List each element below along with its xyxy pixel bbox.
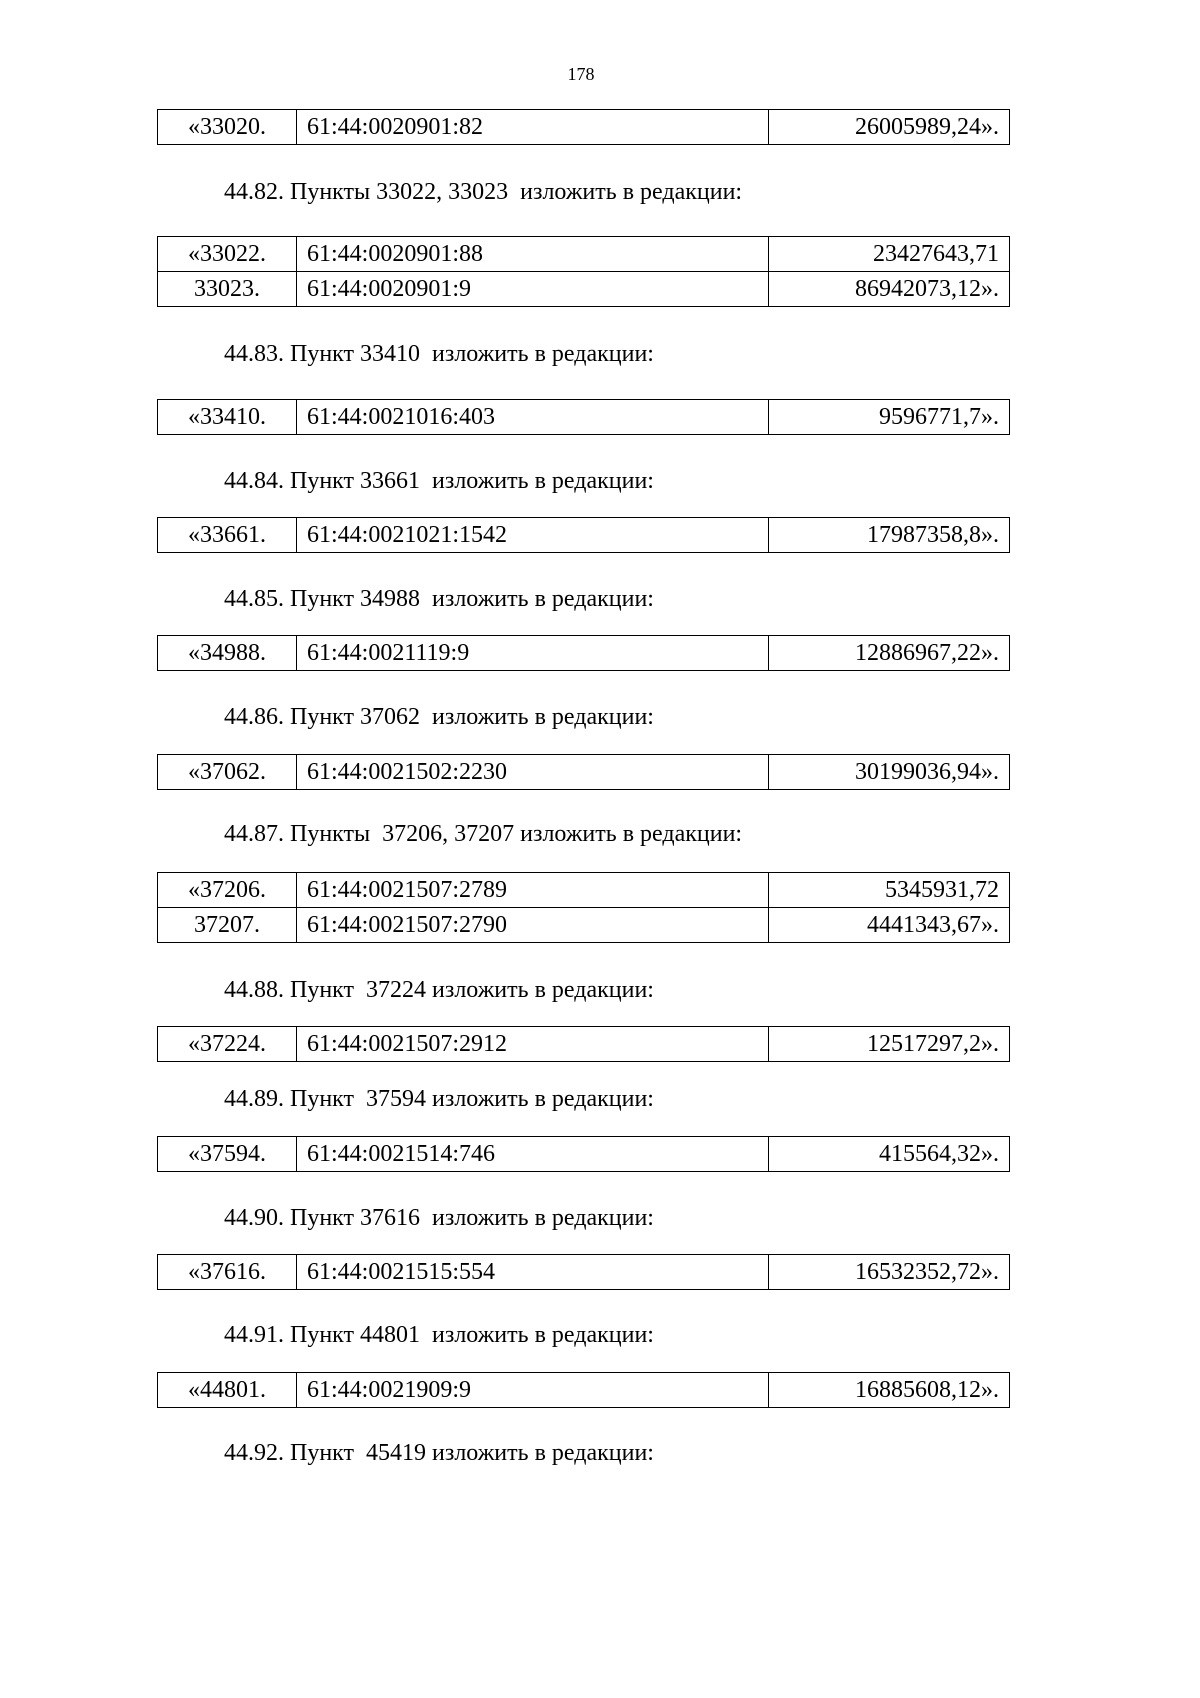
value-cell: 17987358,8». [769,518,1010,553]
table-row [158,110,1010,145]
amendment-paragraph: 44.92. Пункт 45419 изложить в редакции: [224,1440,654,1466]
table-row [158,1373,1010,1408]
value-cell: 16532352,72». [769,1255,1010,1290]
table-row [158,272,1010,307]
amendment-paragraph: 44.86. Пункт 37062 изложить в редакции: [224,704,654,730]
amendment-paragraph: 44.89. Пункт 37594 изложить в редакции: [224,1086,654,1112]
item-number-cell: 33023. [158,272,297,307]
item-number-cell: «33661. [158,518,297,553]
cadastral-number-cell: 61:44:0020901:88 [297,237,769,272]
table-row [158,400,1010,435]
item-number-cell: «37594. [158,1137,297,1172]
cadastral-table [157,754,1010,790]
amendment-paragraph: 44.85. Пункт 34988 изложить в редакции: [224,586,654,612]
cadastral-number-cell: 61:44:0021507:2790 [297,908,769,943]
cadastral-table [157,635,1010,671]
amendment-paragraph: 44.90. Пункт 37616 изложить в редакции: [224,1205,654,1231]
cadastral-table [157,109,1010,145]
item-number-cell: 37207. [158,908,297,943]
cadastral-number-cell: 61:44:0021016:403 [297,400,769,435]
table-row [158,1027,1010,1062]
value-cell: 86942073,12». [769,272,1010,307]
item-number-cell: «33022. [158,237,297,272]
cadastral-table [157,872,1010,943]
amendment-paragraph: 44.82. Пункты 33022, 33023 изложить в редакции: [224,179,743,205]
value-cell: 5345931,72 [769,873,1010,908]
item-number-cell: «33410. [158,400,297,435]
amendment-paragraph: 44.87. Пункты 37206, 37207 изложить в редакции: [224,821,743,847]
value-cell: 415564,32». [769,1137,1010,1172]
value-cell: 4441343,67». [769,908,1010,943]
cadastral-table [157,517,1010,553]
table-row [158,873,1010,908]
item-number-cell: «37206. [158,873,297,908]
cadastral-number-cell: 61:44:0021021:1542 [297,518,769,553]
cadastral-table [157,1372,1010,1408]
table-row [158,237,1010,272]
amendment-paragraph: 44.84. Пункт 33661 изложить в редакции: [224,468,654,494]
cadastral-number-cell: 61:44:0021507:2912 [297,1027,769,1062]
table-row [158,1137,1010,1172]
cadastral-table [157,236,1010,307]
value-cell: 26005989,24». [769,110,1010,145]
cadastral-table [157,1136,1010,1172]
item-number-cell: «44801. [158,1373,297,1408]
value-cell: 12886967,22». [769,636,1010,671]
item-number-cell: «37616. [158,1255,297,1290]
amendment-paragraph: 44.91. Пункт 44801 изложить в редакции: [224,1322,654,1348]
value-cell: 23427643,71 [769,237,1010,272]
amendment-paragraph: 44.88. Пункт 37224 изложить в редакции: [224,977,654,1003]
value-cell: 12517297,2». [769,1027,1010,1062]
cadastral-number-cell: 61:44:0020901:9 [297,272,769,307]
table-row [158,518,1010,553]
value-cell: 16885608,12». [769,1373,1010,1408]
table-row [158,908,1010,943]
table-row [158,1255,1010,1290]
cadastral-number-cell: 61:44:0021502:2230 [297,755,769,790]
table-row [158,636,1010,671]
amendment-paragraph: 44.83. Пункт 33410 изложить в редакции: [224,341,654,367]
item-number-cell: «37224. [158,1027,297,1062]
cadastral-number-cell: 61:44:0021514:746 [297,1137,769,1172]
item-number-cell: «34988. [158,636,297,671]
cadastral-table [157,1254,1010,1290]
cadastral-number-cell: 61:44:0021909:9 [297,1373,769,1408]
cadastral-number-cell: 61:44:0021507:2789 [297,873,769,908]
cadastral-table [157,399,1010,435]
cadastral-number-cell: 61:44:0020901:82 [297,110,769,145]
value-cell: 30199036,94». [769,755,1010,790]
page-number: 178 [567,64,595,84]
table-row [158,755,1010,790]
value-cell: 9596771,7». [769,400,1010,435]
cadastral-number-cell: 61:44:0021515:554 [297,1255,769,1290]
cadastral-number-cell: 61:44:0021119:9 [297,636,769,671]
item-number-cell: «33020. [158,110,297,145]
cadastral-table [157,1026,1010,1062]
item-number-cell: «37062. [158,755,297,790]
